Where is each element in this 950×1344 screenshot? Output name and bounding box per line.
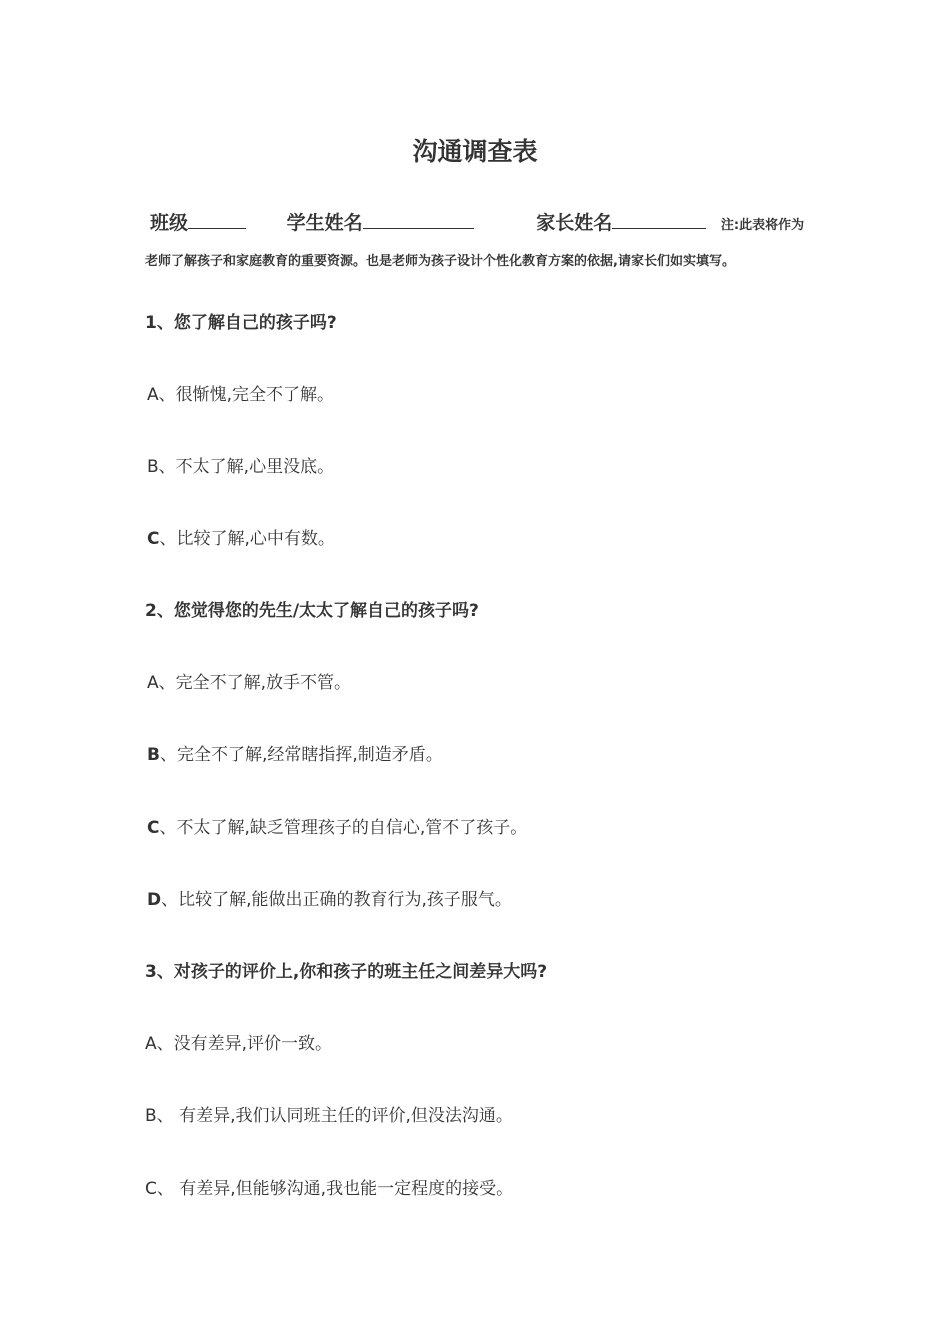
question-3: 3、对孩子的评价上,你和孩子的班主任之间差异大吗? — [145, 962, 548, 982]
parent-name-label: 家长姓名 — [536, 212, 613, 234]
question-1-option-b[interactable] — [147, 452, 334, 477]
option-text: 完全不了解,放手不管。 — [175, 673, 352, 693]
question-1-option-a[interactable] — [147, 380, 334, 405]
class-blank[interactable] — [188, 208, 246, 229]
student-name-label: 学生姓名 — [286, 212, 363, 234]
question-3-option-a[interactable] — [145, 1029, 332, 1054]
note-start: 注:此表将作为 — [720, 218, 805, 233]
question-2-option-d[interactable] — [147, 885, 512, 910]
option-letter: B — [145, 1106, 157, 1126]
header-fields — [150, 208, 870, 235]
option-text: 比较了解,能做出正确的教育行为,孩子服气。 — [178, 890, 512, 910]
option-letter: C — [147, 818, 160, 838]
option-separator: 、 — [156, 1179, 174, 1199]
student-name-blank[interactable] — [363, 208, 474, 229]
option-separator: 、 — [159, 818, 177, 838]
question-2-option-c[interactable] — [147, 813, 527, 838]
option-letter: A — [145, 1034, 157, 1054]
option-separator: 、 — [156, 1106, 174, 1126]
note-text: 老师了解孩子和家庭教育的重要资源。也是老师为孩子设计个性化教育方案的依据,请家长们如实填写。 — [145, 254, 735, 269]
parent-name-blank[interactable] — [612, 208, 706, 229]
option-separator: 、 — [159, 529, 177, 549]
option-letter: B — [147, 745, 160, 765]
option-separator: 、 — [156, 1034, 174, 1054]
option-separator: 、 — [161, 890, 179, 910]
question-1-option-c[interactable] — [147, 524, 335, 549]
option-separator: 、 — [158, 385, 176, 405]
option-separator: 、 — [159, 745, 177, 765]
class-field — [150, 208, 246, 235]
option-text: 有差异,我们认同班主任的评价,但没法沟通。 — [173, 1106, 513, 1126]
option-text: 有差异,但能够沟通,我也能一定程度的接受。 — [173, 1179, 514, 1199]
option-text: 比较了解,心中有数。 — [176, 529, 335, 549]
question-2-option-b[interactable] — [147, 740, 443, 765]
option-letter: B — [147, 457, 159, 477]
question-1: 1、您了解自己的孩子吗? — [145, 313, 337, 333]
page-title: 沟通调查表 — [412, 137, 538, 166]
option-separator: 、 — [158, 457, 176, 477]
option-letter: A — [147, 385, 159, 405]
option-text: 不太了解,缺乏管理孩子的自信心,管不了孩子。 — [176, 818, 528, 838]
option-separator: 、 — [158, 673, 176, 693]
option-letter: A — [147, 673, 159, 693]
question-2: 2、您觉得您的先生/太太了解自己的孩子吗? — [145, 601, 479, 621]
option-text: 完全不了解,经常瞎指挥,制造矛盾。 — [176, 745, 443, 765]
question-2-option-a[interactable] — [147, 668, 351, 693]
student-name-field — [287, 208, 474, 235]
option-letter: C — [145, 1179, 157, 1199]
question-3-option-c[interactable] — [145, 1174, 513, 1199]
question-3-option-b[interactable] — [145, 1101, 513, 1126]
option-text: 不太了解,心里没底。 — [175, 457, 335, 477]
option-text: 没有差异,评价一致。 — [173, 1034, 333, 1054]
option-letter: C — [147, 529, 160, 549]
class-label: 班级 — [150, 212, 189, 234]
parent-name-field — [536, 208, 706, 235]
option-text: 很惭愧,完全不了解。 — [175, 385, 335, 405]
option-letter: D — [147, 890, 162, 910]
